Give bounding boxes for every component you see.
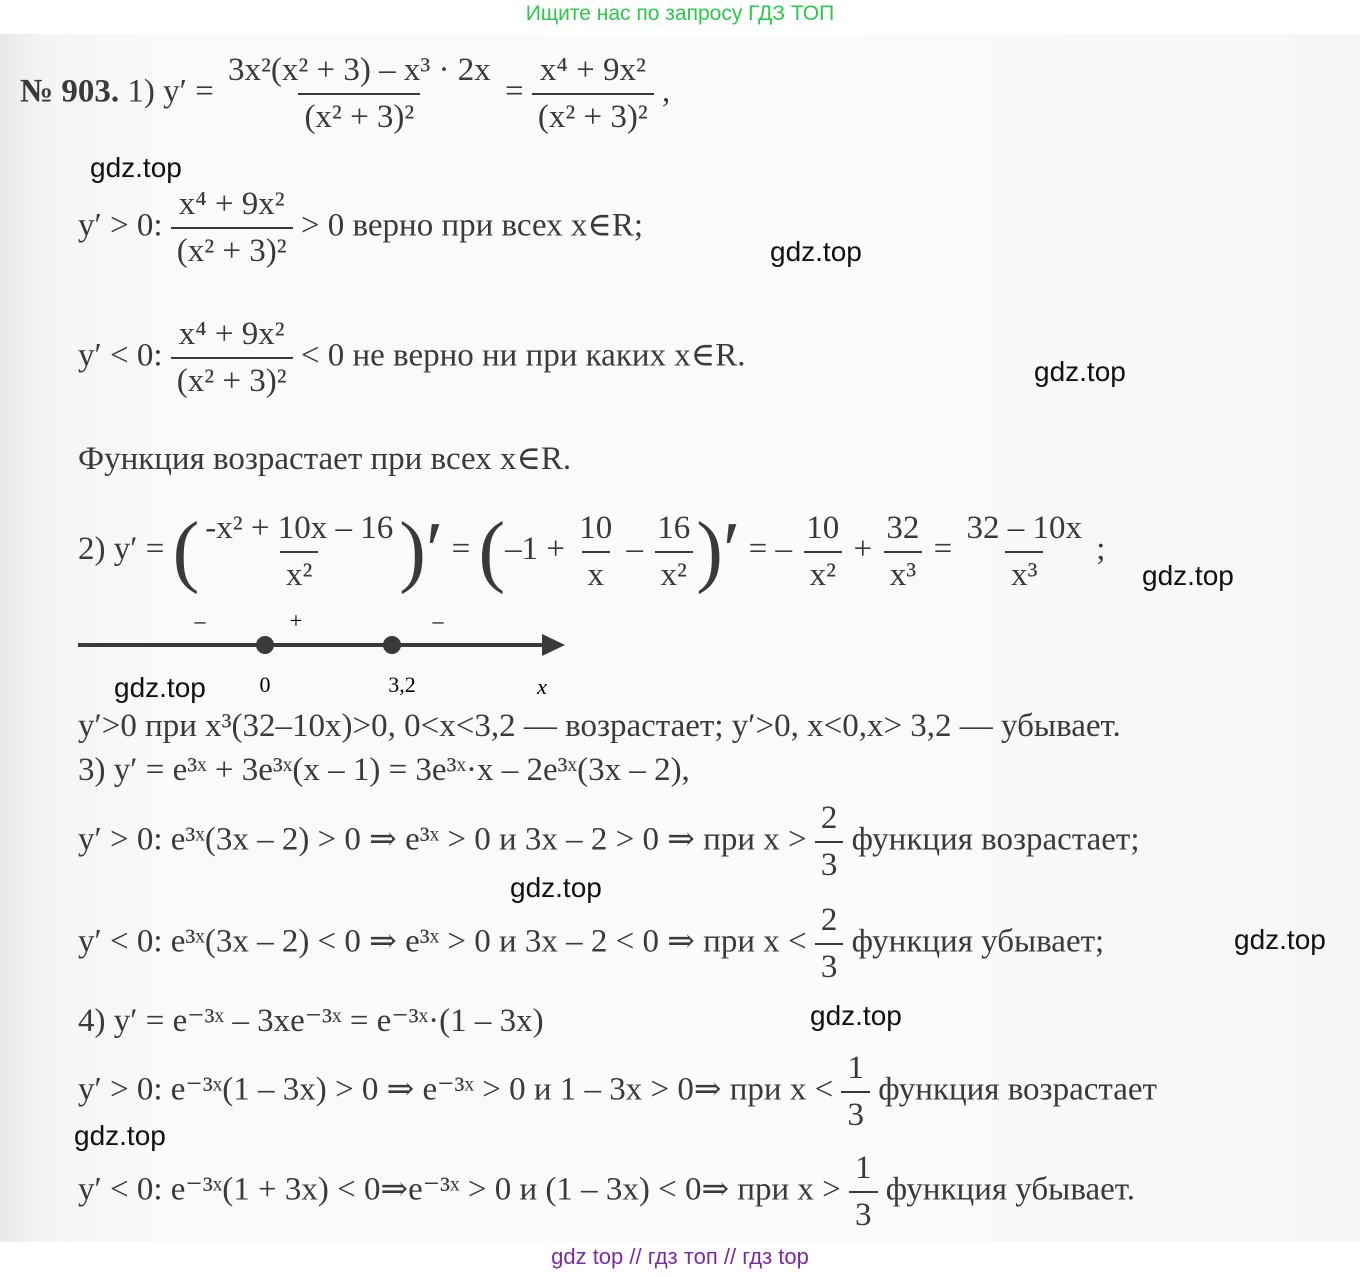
part4-negative [78, 1150, 1135, 1234]
equals-sign: = – [748, 531, 793, 568]
plus-sign: + [853, 531, 873, 568]
part2-fraction-4 [800, 510, 845, 594]
condition-text: y′ > 0: e⁻³ˣ(1 – 3x) > 0 ⇒ e⁻³ˣ > 0 и 1 – 3x > 0⇒ при x < [78, 1071, 834, 1108]
fraction-denominator: (x² + 3)² [171, 357, 293, 400]
part1-fraction-2 [532, 52, 654, 136]
equals-sign: = [451, 531, 471, 568]
part2-fraction-3 [651, 510, 696, 594]
condition-lead: y′ < 0: [78, 337, 163, 374]
close-paren: )′ [399, 507, 444, 595]
watermark: gdz.top [74, 1120, 166, 1151]
condition-text: y′ < 0: e³ˣ(3x – 2) < 0 ⇒ e³ˣ > 0 и 3x – 2 < 0 ⇒ при x < [78, 923, 807, 960]
header-banner[interactable]: Ищите нас по запросу ГДЗ ТОП [525, 2, 835, 25]
condition-lead: y′ > 0: [78, 207, 163, 244]
fraction-denominator: x³ [1005, 551, 1043, 594]
footer-links[interactable]: gdz top // гдз топ // гдз top [551, 1244, 809, 1269]
watermark: gdz.top [114, 672, 206, 703]
fraction-numerator: x⁴ + 9x² [178, 316, 285, 352]
part4-positive [78, 1050, 1157, 1134]
condition-tail: функция возрастает [878, 1071, 1157, 1108]
part2-fraction-1 [199, 510, 399, 594]
watermark: gdz.top [1234, 924, 1326, 955]
fraction-denominator: x³ [884, 551, 922, 594]
sign-label: – [432, 610, 444, 633]
problem-number: № 903. [20, 73, 120, 110]
open-paren: ( [172, 507, 200, 595]
fraction-denominator: (x² + 3)² [298, 93, 420, 136]
part1-negative-fraction [171, 316, 293, 400]
part1-fraction-1 [222, 52, 497, 136]
fraction-numerator: 10 [806, 509, 840, 546]
fraction-denominator: 3 [815, 841, 844, 884]
part1-positive [78, 186, 643, 270]
watermark: gdz.top [90, 152, 182, 183]
fraction-numerator: 3x²(x² + 3) – x³ · 2x [228, 52, 491, 88]
semicolon: ; [1096, 531, 1106, 568]
part3-negative-fraction [815, 902, 844, 986]
fraction-denominator: (x² + 3)² [171, 227, 293, 270]
part1-conclusion: Функция возрастает при всех x∈R. [78, 441, 572, 477]
condition-tail: функция убывает; [851, 923, 1105, 960]
part3-positive-fraction [815, 800, 844, 884]
fraction-denominator: x [582, 551, 611, 594]
point-marker [256, 636, 274, 654]
part1-positive-fraction [171, 186, 293, 270]
fraction-numerator: x⁴ + 9x² [539, 52, 646, 88]
fraction-numerator: 32 [886, 509, 920, 546]
watermark: gdz.top [1142, 560, 1234, 591]
fraction-numerator: 2 [820, 902, 838, 938]
part4-derivative: 4) y′ = e⁻³ˣ – 3xe⁻³ˣ = e⁻³ˣ·(1 – 3x) [78, 1003, 544, 1039]
part2-conclusion: y′>0 при x³(32–10x)>0, 0<x<3,2 — возрастает; y′>0, x<0,x> 3,2 — убывает. [78, 708, 1121, 744]
part4-negative-fraction [849, 1150, 878, 1234]
part2-derivative [78, 506, 1105, 597]
condition-tail: < 0 не верно ни при каких x∈R. [300, 337, 746, 374]
equals-sign: = [505, 73, 524, 110]
point-label: 0 [259, 672, 271, 697]
watermark: gdz.top [770, 236, 862, 267]
condition-tail: функция убывает. [885, 1171, 1135, 1208]
fraction-denominator: 3 [841, 1091, 870, 1134]
fraction-numerator: 32 – 10x [966, 509, 1083, 546]
part4-positive-fraction [841, 1050, 870, 1134]
fraction-numerator: 1 [855, 1150, 872, 1186]
sign-label: + [289, 610, 303, 633]
fraction-denominator: x² [655, 551, 693, 594]
arrow-icon [542, 634, 565, 656]
part1-lead: 1) y′ = [127, 73, 214, 110]
condition-tail: функция возрастает; [851, 821, 1140, 858]
fraction-numerator: -x² + 10x – 16 [205, 509, 394, 546]
equals-sign: = [933, 531, 953, 568]
part2-fraction-2 [573, 510, 618, 594]
term: –1 + [505, 531, 565, 568]
part2-fraction-5 [880, 510, 925, 594]
part3-derivative: 3) y′ = e³ˣ + 3e³ˣ(x – 1) = 3e³ˣ·x – 2e³ˣ(3x – 2), [78, 752, 690, 788]
part2-fraction-6 [961, 510, 1089, 594]
axis-label: x [537, 674, 547, 699]
sign-label: – [194, 610, 206, 633]
fraction-numerator: 2 [820, 800, 838, 836]
condition-text: y′ < 0: e⁻³ˣ(1 + 3x) < 0⇒e⁻³ˣ > 0 и (1 – 3x) < 0⇒ при x > [78, 1171, 841, 1208]
minus-sign: – [626, 531, 643, 568]
fraction-denominator: (x² + 3)² [532, 93, 654, 136]
watermark: gdz.top [510, 872, 602, 903]
part1-derivative [20, 52, 670, 136]
fraction-denominator: 3 [849, 1191, 878, 1234]
condition-text: y′ > 0: e³ˣ(3x – 2) > 0 ⇒ e³ˣ > 0 и 3x – 2 > 0 ⇒ при x > [78, 821, 807, 858]
fraction-denominator: x² [804, 551, 842, 594]
point-label: 3,2 [388, 672, 416, 697]
fraction-numerator: 16 [657, 509, 691, 546]
fraction-numerator: 1 [847, 1050, 864, 1086]
watermark: gdz.top [1034, 356, 1126, 387]
point-marker [383, 636, 401, 654]
watermark: gdz.top [810, 1000, 902, 1031]
fraction-numerator: 10 [579, 509, 613, 546]
open-paren: ( [478, 507, 506, 595]
fraction-denominator: 3 [815, 943, 844, 986]
close-paren: )′ [696, 507, 741, 595]
comma: , [662, 73, 671, 110]
condition-tail: > 0 верно при всех x∈R; [300, 207, 644, 244]
fraction-numerator: x⁴ + 9x² [178, 186, 285, 222]
part2-lead: 2) y′ = [78, 531, 165, 568]
fraction-denominator: x² [280, 551, 318, 594]
part3-positive [78, 800, 1140, 884]
part1-negative [78, 316, 745, 400]
part3-negative [78, 902, 1104, 986]
